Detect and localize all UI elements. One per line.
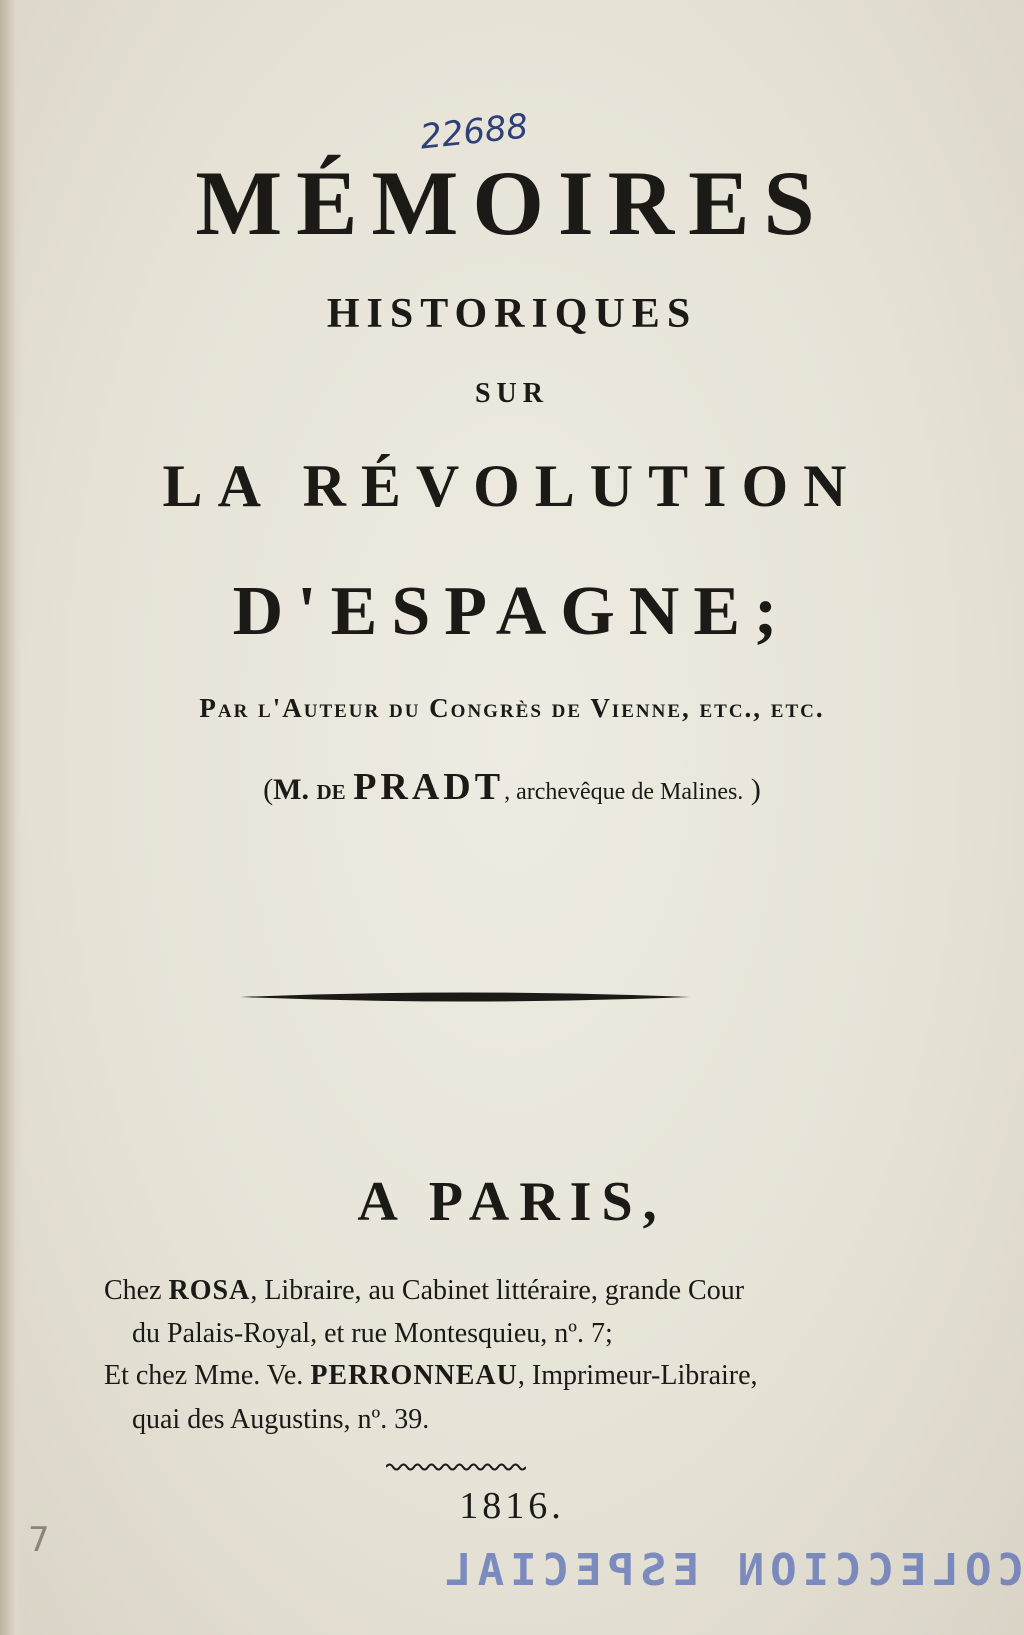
title-line-historiques: HISTORIQUES — [326, 291, 698, 337]
library-stamp: COLECCION ESPECIAL — [439, 1545, 1024, 1596]
author-role: , archevêque de Malines. — [504, 779, 744, 805]
byline: Par l'Auteur du Congrès de Vienne, etc., etc. — [199, 693, 825, 723]
handwritten-inventory-number: 22688 — [418, 106, 530, 158]
imprint-line-1-pre: Chez — [104, 1275, 169, 1306]
ornamental-rule — [240, 990, 690, 1004]
place-of-publication: A PARIS, — [357, 1171, 667, 1233]
author-particle: de — [316, 773, 346, 806]
wavy-ornament — [386, 1462, 526, 1472]
author-close-paren: ) — [750, 773, 761, 806]
title-line-espagne: D'ESPAGNE; — [232, 573, 792, 650]
publication-year: 1816. — [459, 1485, 565, 1527]
publisher-perronneau: PERRONNEAU — [310, 1360, 518, 1391]
author-surname: PRADT — [353, 766, 505, 808]
margin-pencil-mark: 7 — [28, 1520, 50, 1560]
author-open-paren: ( — [263, 773, 274, 806]
imprint-line-4: quai des Augustins, nº. 39. — [132, 1404, 430, 1435]
title-line-memoires: MÉMOIRES — [195, 152, 829, 254]
title-line-revolution: LA RÉVOLUTION — [162, 453, 862, 519]
imprint-line-1-post: , Libraire, au Cabinet littéraire, grande Cour — [250, 1275, 745, 1306]
imprint-line-3-pre: Et chez Mme. Ve. — [104, 1360, 311, 1391]
imprint-line-1 — [104, 1275, 744, 1307]
title-line-sur: SUR — [474, 378, 549, 409]
author-prefix: M. — [273, 773, 309, 806]
imprint-line-3-post: , Imprimeur-Libraire, — [517, 1360, 758, 1391]
imprint-line-3 — [104, 1360, 758, 1392]
publisher-rosa: ROSA — [168, 1275, 251, 1306]
imprint-line-2: du Palais-Royal, et rue Montesquieu, nº. 7; — [132, 1318, 613, 1349]
author-line — [0, 765, 1024, 809]
